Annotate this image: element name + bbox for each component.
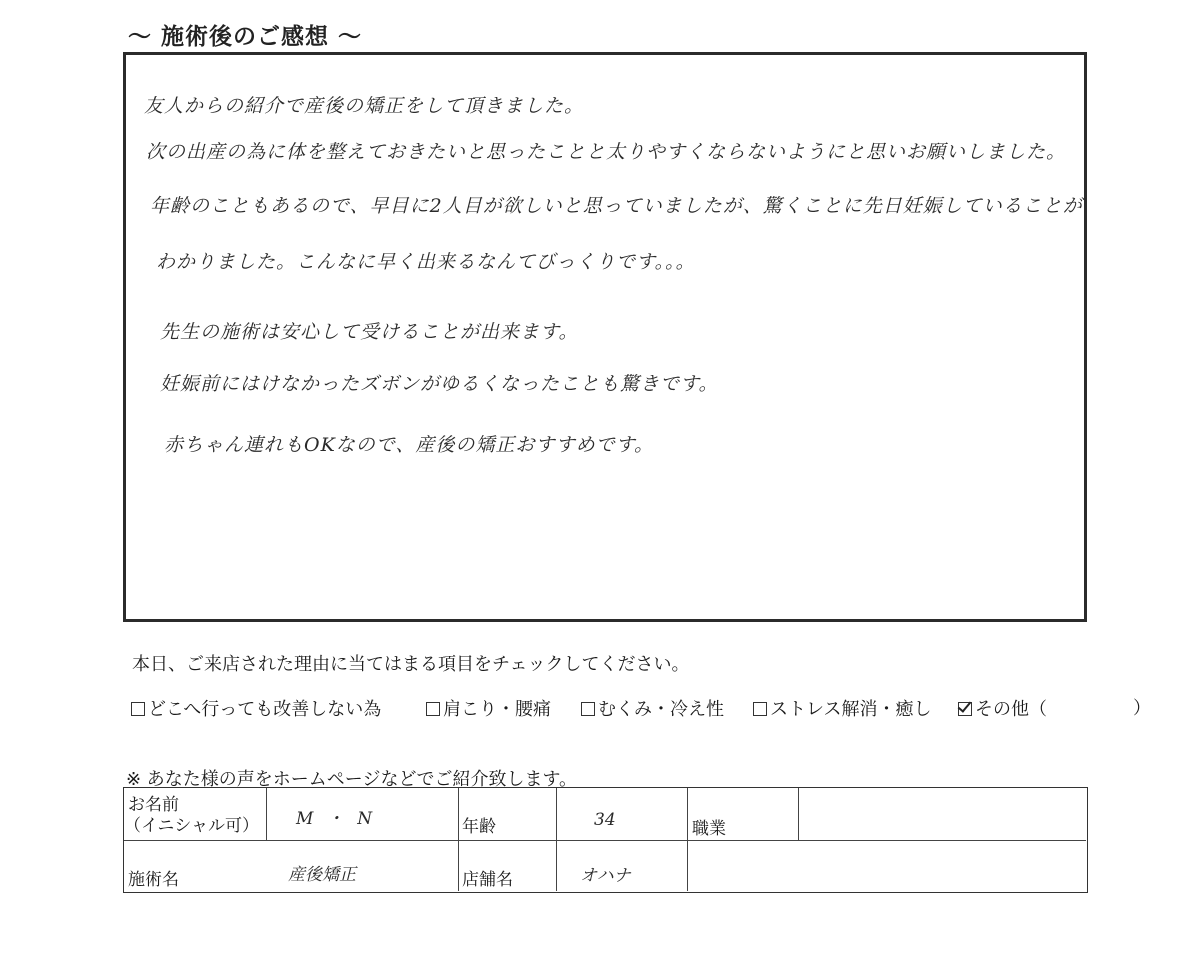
name-value: M ・ N	[296, 809, 377, 829]
job-label: 職業	[692, 819, 726, 839]
option-stiff-shoulder-back-pain[interactable]	[426, 695, 551, 721]
name-label-initial: （イニシャル可）	[124, 816, 259, 836]
page-title: ～ 施術後のご感想 ～	[128, 24, 363, 50]
table-col-divider	[458, 788, 459, 891]
age-value: 34	[594, 810, 616, 830]
info-table	[123, 787, 1088, 893]
publication-note: ※ あなた様の声をホームページなどでご紹介致します。	[126, 769, 578, 790]
option-label: どこへ行っても改善しない為	[148, 699, 382, 720]
comment-line: 次の出産の為に体を整えておきたいと思ったことと太りやすくならないようにと思いお願いしました。	[146, 141, 1067, 163]
checkbox-icon[interactable]	[753, 702, 767, 716]
table-row-divider	[124, 840, 1086, 841]
store-label: 店舗名	[462, 870, 513, 890]
comment-line: 妊娠前にはけなかったズボンがゆるくなったことも驚きです。	[160, 373, 719, 395]
comment-line: 先生の施術は安心して受けることが出来ます。	[160, 321, 579, 343]
table-col-divider	[798, 788, 799, 840]
option-label: むくみ・冷え性	[598, 699, 724, 720]
comment-line: 年齢のこともあるので、早目に2人目が欲しいと思っていましたが、驚くことに先日妊娠していることが	[150, 195, 1083, 217]
treatment-label: 施術名	[128, 870, 179, 890]
option-not-improving[interactable]	[131, 695, 381, 721]
table-col-divider	[687, 788, 688, 891]
checkbox-icon[interactable]	[426, 702, 440, 716]
option-stress-relief[interactable]	[753, 695, 931, 721]
comment-box	[123, 52, 1087, 622]
comment-line: 友人からの紹介で産後の矯正をして頂きました。	[144, 95, 585, 117]
question-text: 本日、ご来店された理由に当てはまる項目をチェックしてください。	[132, 654, 690, 675]
comment-line: 赤ちゃん連れもOKなので、産後の矯正おすすめです。	[164, 434, 655, 456]
table-col-divider	[266, 788, 267, 840]
checkbox-checked-icon[interactable]	[958, 702, 972, 716]
checkbox-icon[interactable]	[581, 702, 595, 716]
option-label: その他（	[975, 699, 1047, 720]
comment-line: わかりました。こんなに早く出来るなんてびっくりです。。。	[156, 251, 696, 273]
other-paren-close: ）	[1133, 698, 1151, 719]
age-label: 年齢	[462, 817, 496, 837]
option-label: 肩こり・腰痛	[443, 699, 551, 720]
treatment-value: 産後矯正	[288, 865, 356, 885]
checkbox-icon[interactable]	[131, 702, 145, 716]
table-col-divider	[556, 788, 557, 891]
store-value: オハナ	[580, 866, 631, 886]
option-swelling-cold[interactable]	[581, 695, 724, 721]
option-label: ストレス解消・癒し	[770, 699, 932, 720]
name-label: お名前	[128, 795, 179, 815]
option-other[interactable]	[958, 695, 1047, 721]
